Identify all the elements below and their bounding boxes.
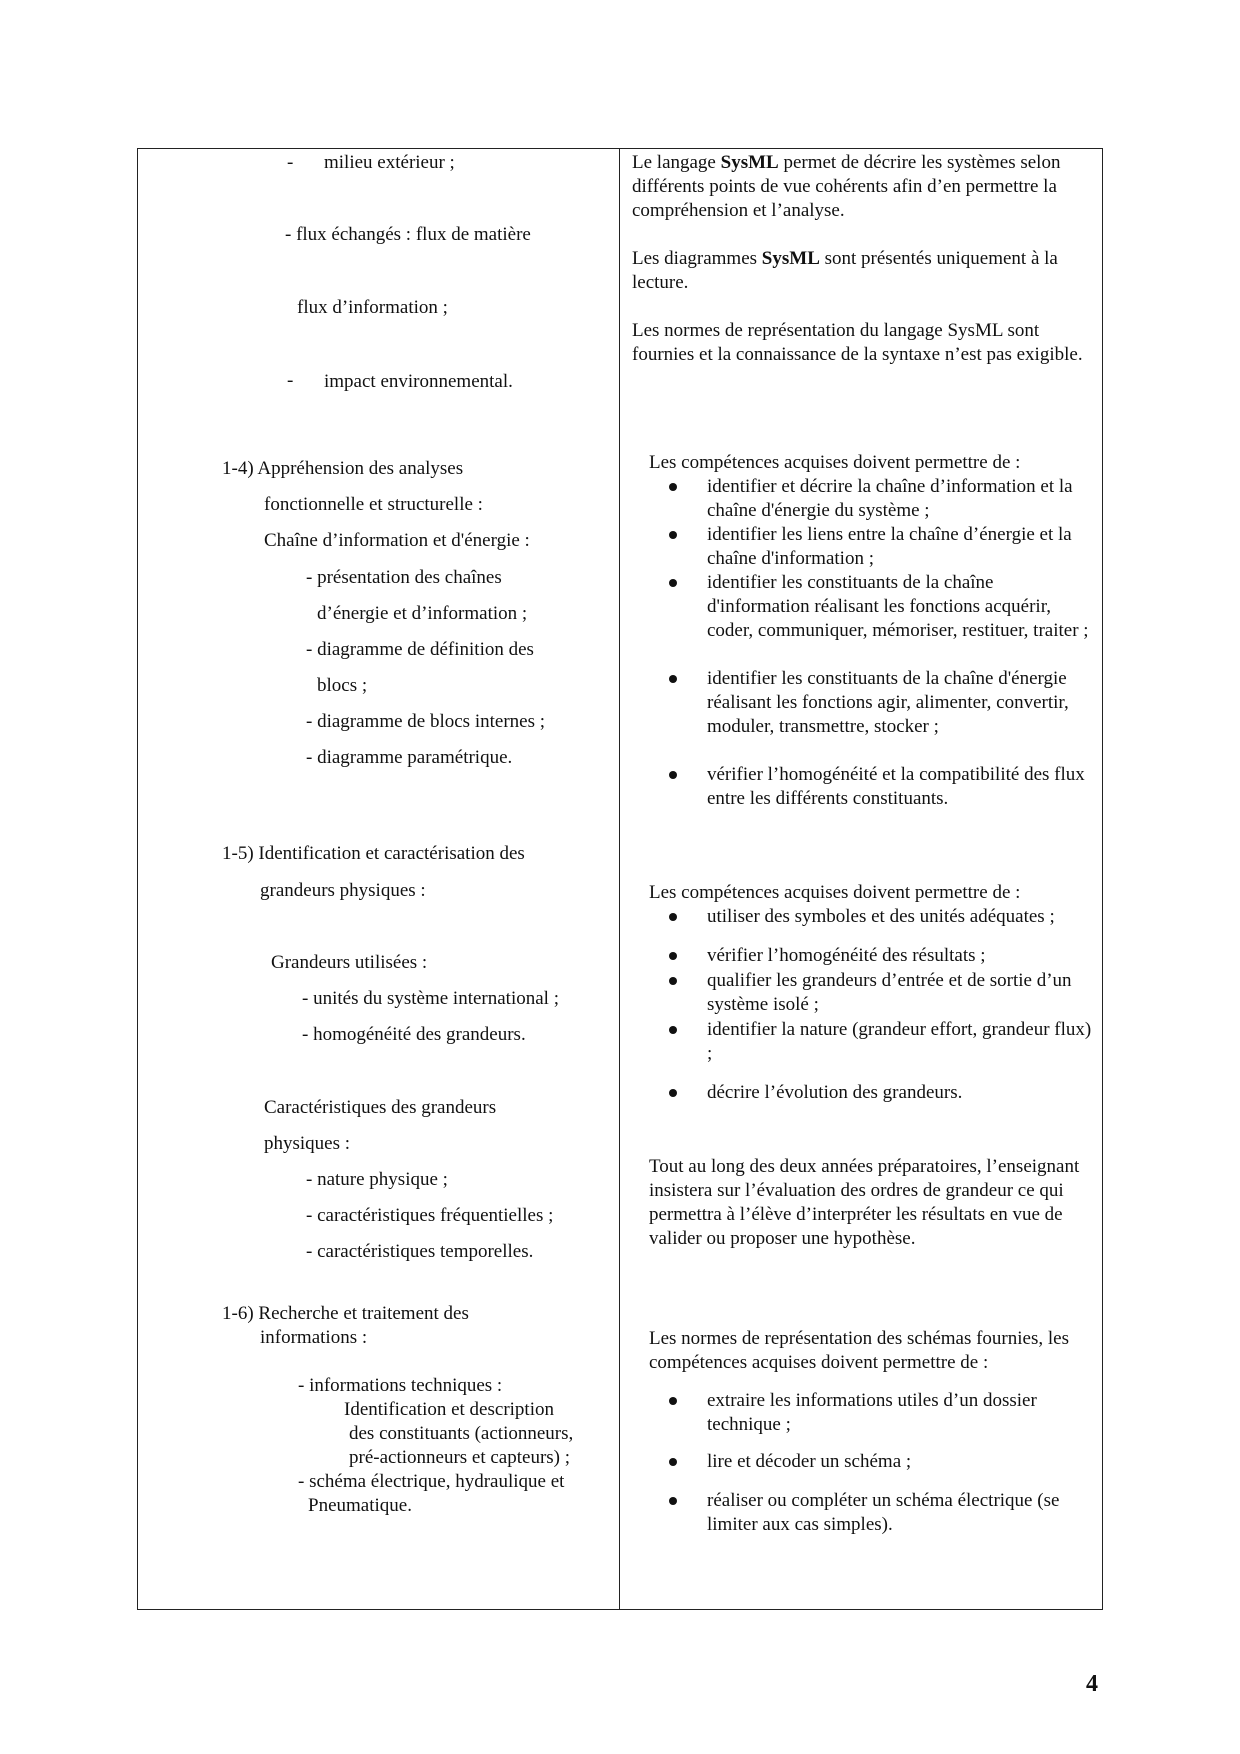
section-1-5-line1: - unités du système international ;: [302, 988, 559, 1009]
section-1-5-subtitle1: Grandeurs utilisées :: [271, 952, 428, 973]
section-1-5-line4: - caractéristiques fréquentielles ;: [306, 1205, 554, 1226]
section-1-4-line1: - présentation des chaînes: [306, 567, 502, 588]
section-1-5-line3: - nature physique ;: [306, 1169, 448, 1190]
left-s0-item1: milieu extérieur ;: [324, 152, 455, 173]
section-1-6-line1: - informations techniques :: [298, 1375, 503, 1396]
left-s0-item3: flux d’information ;: [297, 297, 448, 318]
column-divider: [619, 148, 620, 1610]
section-1-6-title-line2: informations :: [260, 1327, 368, 1348]
competences-1-5-intro: Les compétences acquises doivent permettre de :: [649, 882, 1021, 903]
orders-of-magnitude-note: Tout au long des deux années préparatoires, l’enseignant insistera sur l’évaluation des ordres de grandeur ce qui permettra à l’élève d’interpréter les résultats en vue de valider ou proposer une hypothèse.: [649, 1156, 1080, 1249]
section-1-6-line2: Identification et description: [344, 1399, 554, 1420]
section-1-6-line6: Pneumatique.: [308, 1495, 412, 1516]
section-1-4-line3: - diagramme de définition des: [306, 639, 534, 660]
left-s0-item4: impact environnemental.: [324, 371, 513, 392]
section-1-6-title: 1-6) Recherche et traitement des: [222, 1303, 469, 1324]
section-1-4-title: 1-4) Appréhension des analyses: [222, 458, 464, 479]
section-1-5-subtitle2: Caractéristiques des grandeurs: [264, 1097, 497, 1118]
competences-1-4-intro: Les compétences acquises doivent permettre de :: [649, 452, 1021, 473]
section-1-6-line4: pré-actionneurs et capteurs) ;: [349, 1447, 571, 1468]
section-1-4-line2: d’énergie et d’information ;: [317, 603, 528, 624]
section-1-4-line5: - diagramme de blocs internes ;: [306, 711, 546, 732]
dash-marker: -: [287, 370, 294, 391]
section-1-5-line5: - caractéristiques temporelles.: [306, 1241, 534, 1262]
section-1-5-title: 1-5) Identification et caractérisation des: [222, 843, 525, 864]
competences-1-6-intro: Les normes de représentation des schémas fournies, les compétences acquises doivent permettre de :: [649, 1328, 1069, 1373]
section-1-4-subtitle: Chaîne d’information et d'énergie :: [264, 530, 530, 551]
section-1-5-line2: - homogénéité des grandeurs.: [302, 1024, 526, 1045]
section-1-4-line4: blocs ;: [317, 675, 368, 696]
sysml-paragraph-2: Les diagrammes SysML sont présentés uniquement à la lecture.: [632, 248, 1058, 293]
section-1-5-subtitle2-line2: physiques :: [264, 1133, 351, 1154]
sysml-paragraph-1: Le langage SysML permet de décrire les systèmes selon différents points de vue cohérents afin d’en permettre la compréhension et l’analyse.: [632, 152, 1061, 221]
section-1-6-line5: - schéma électrique, hydraulique et: [298, 1471, 565, 1492]
dash-marker: -: [287, 152, 294, 173]
sysml-paragraph-3: Les normes de représentation du langage SysML sont fournies et la connaissance de la syntaxe n’est pas exigible.: [632, 320, 1083, 365]
section-1-4-title-line2: fonctionnelle et structurelle :: [264, 494, 483, 515]
section-1-4-line6: - diagramme paramétrique.: [306, 747, 513, 768]
section-1-6-line3: des constituants (actionneurs,: [349, 1423, 574, 1444]
left-s0-item2: - flux échangés : flux de matière: [285, 224, 531, 245]
page-number: 4: [1086, 1671, 1098, 1697]
section-1-5-title-line2: grandeurs physiques :: [260, 880, 426, 901]
